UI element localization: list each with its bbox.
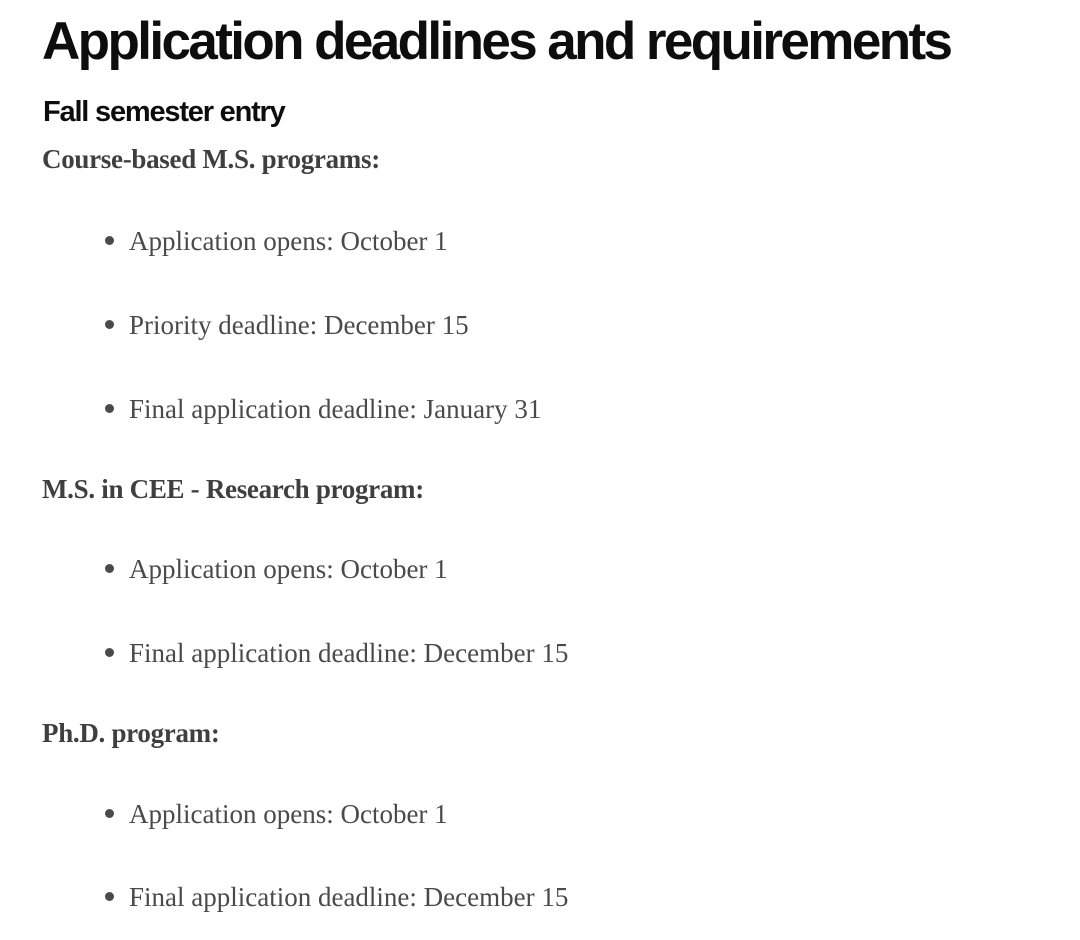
list-item bbox=[105, 224, 448, 258]
bullet-icon bbox=[105, 648, 114, 657]
program-heading-phd: Ph.D. program: bbox=[42, 718, 220, 748]
list-item-text: Priority deadline: December 15 bbox=[129, 310, 469, 340]
section-title: Fall semester entry bbox=[43, 96, 285, 128]
list-item bbox=[105, 880, 568, 914]
list-item-text: Final application deadline: December 15 bbox=[129, 882, 569, 912]
bullet-icon bbox=[105, 320, 114, 329]
list-item-text: Application opens: October 1 bbox=[129, 226, 448, 256]
bullet-icon bbox=[105, 892, 114, 901]
list-item bbox=[105, 552, 448, 586]
page-title: Application deadlines and requirements bbox=[42, 12, 951, 71]
list-item bbox=[105, 308, 469, 342]
list-item-text: Application opens: October 1 bbox=[129, 799, 448, 829]
list-item bbox=[105, 797, 448, 831]
bullet-icon bbox=[105, 809, 114, 818]
list-item bbox=[105, 636, 568, 670]
program-heading-ms-cee-research: M.S. in CEE - Research program: bbox=[42, 474, 424, 504]
list-item bbox=[105, 392, 541, 426]
bullet-icon bbox=[105, 236, 114, 245]
list-item-text: Final application deadline: January 31 bbox=[129, 394, 542, 424]
program-heading-course-based-ms: Course-based M.S. programs: bbox=[42, 144, 380, 174]
bullet-icon bbox=[105, 404, 114, 413]
list-item-text: Final application deadline: December 15 bbox=[129, 638, 569, 668]
list-item-text: Application opens: October 1 bbox=[129, 554, 448, 584]
bullet-icon bbox=[105, 564, 114, 573]
